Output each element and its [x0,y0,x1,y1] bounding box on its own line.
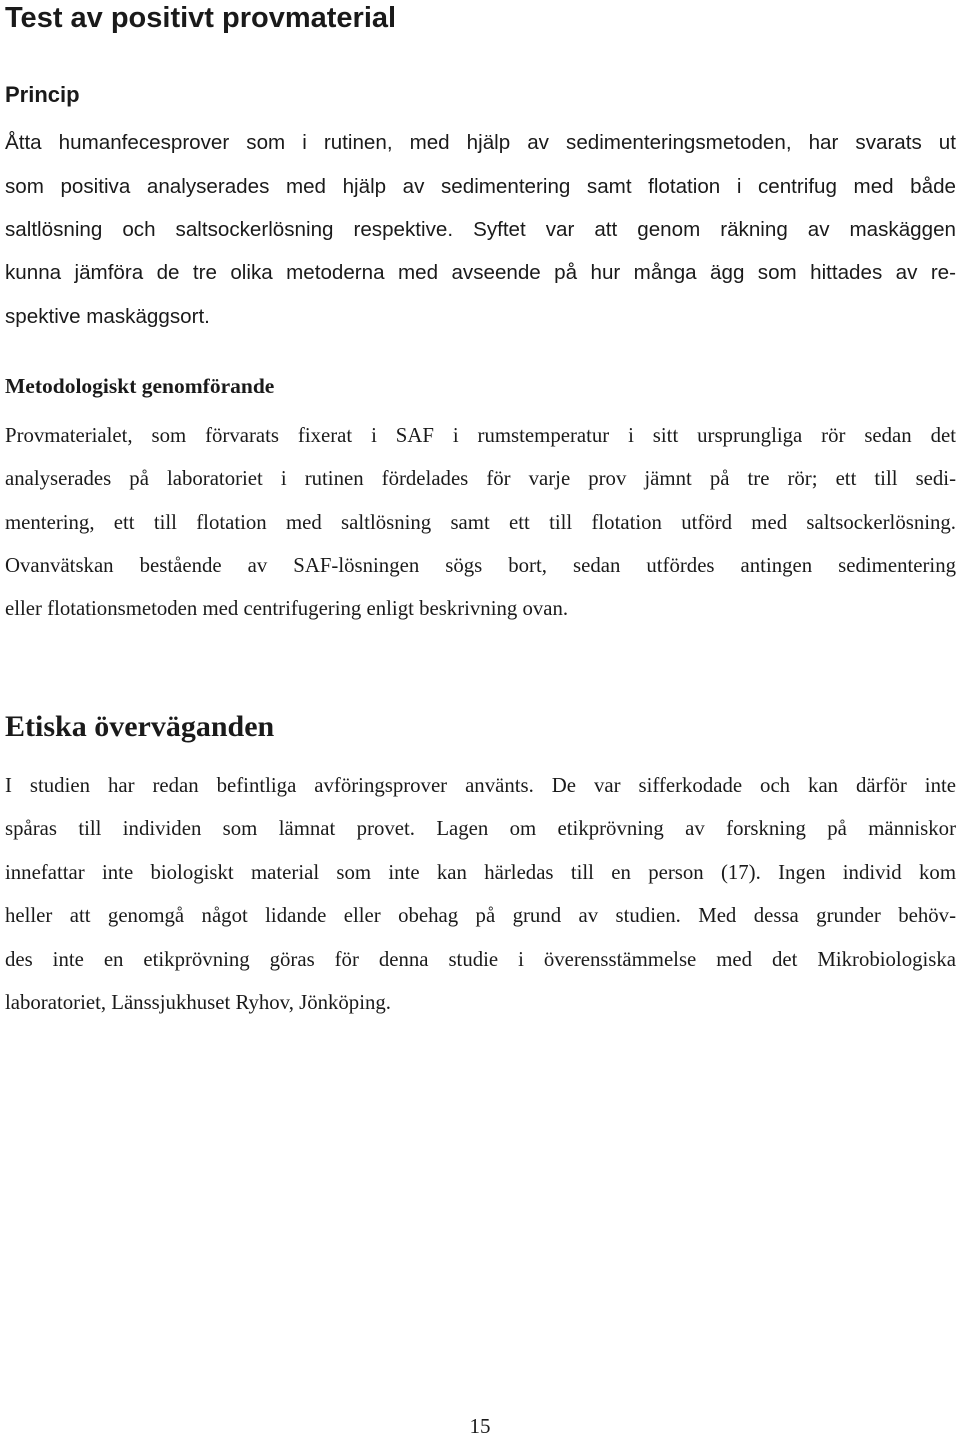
section-heading-method: Metodologiskt genomförande [5,374,275,398]
text-line: spektive maskäggsort. [5,305,210,328]
text-line: eller flotationsmetoden med centrifugering enligt beskrivning ovan. [5,597,569,620]
section-heading-princip: Princip [5,82,80,107]
text-line: innefattar inte biologiskt material som inte kan härledas till en person (17). Ingen individ kom [5,861,956,884]
text-line: des inte en etikprövning göras för denna studie i överensstämmelse med det Mikrobiologiska [5,948,956,971]
text-line: laboratoriet, Länssjukhuset Ryhov, Jönköping. [5,991,391,1014]
page-title: Test av positivt provmaterial [5,2,397,34]
text-line: saltlösning och saltsockerlösning respektive. Syftet var att genom räkning av maskäggen [5,218,956,241]
text-line: Ovanvätskan bestående av SAF-lösningen sögs bort, sedan utfördes antingen sedimentering [5,554,956,577]
page-number: 15 [469,1414,491,1438]
text-line: mentering, ett till flotation med saltlösning samt ett till flotation utförd med saltsockerlösning. [5,511,956,534]
text-line: Provmaterialet, som förvarats fixerat i SAF i rumstemperatur i sitt ursprungliga rör sedan det [5,424,956,447]
section-heading-ethics: Etiska överväganden [5,710,275,743]
text-line: Åtta humanfecesprover som i rutinen, med hjälp av sedimenteringsmetoden, har svarats ut [5,131,956,154]
text-line: som positiva analyserades med hjälp av sedimentering samt flotation i centrifug med både [5,175,956,198]
text-line: analyserades på laboratoriet i rutinen fördelades för varje prov jämnt på tre rör; ett till sedi- [5,467,956,490]
text-line: heller att genomgå något lidande eller obehag på grund av studien. Med dessa grunder behöv- [5,904,956,927]
text-line: spåras till individen som lämnat provet. Lagen om etikprövning av forskning på människor [5,817,956,840]
text-line: I studien har redan befintliga avföringsprover använts. De var sifferkodade och kan därför inte [5,774,956,797]
text-line: kunna jämföra de tre olika metoderna med avseende på hur många ägg som hittades av re- [5,261,956,284]
